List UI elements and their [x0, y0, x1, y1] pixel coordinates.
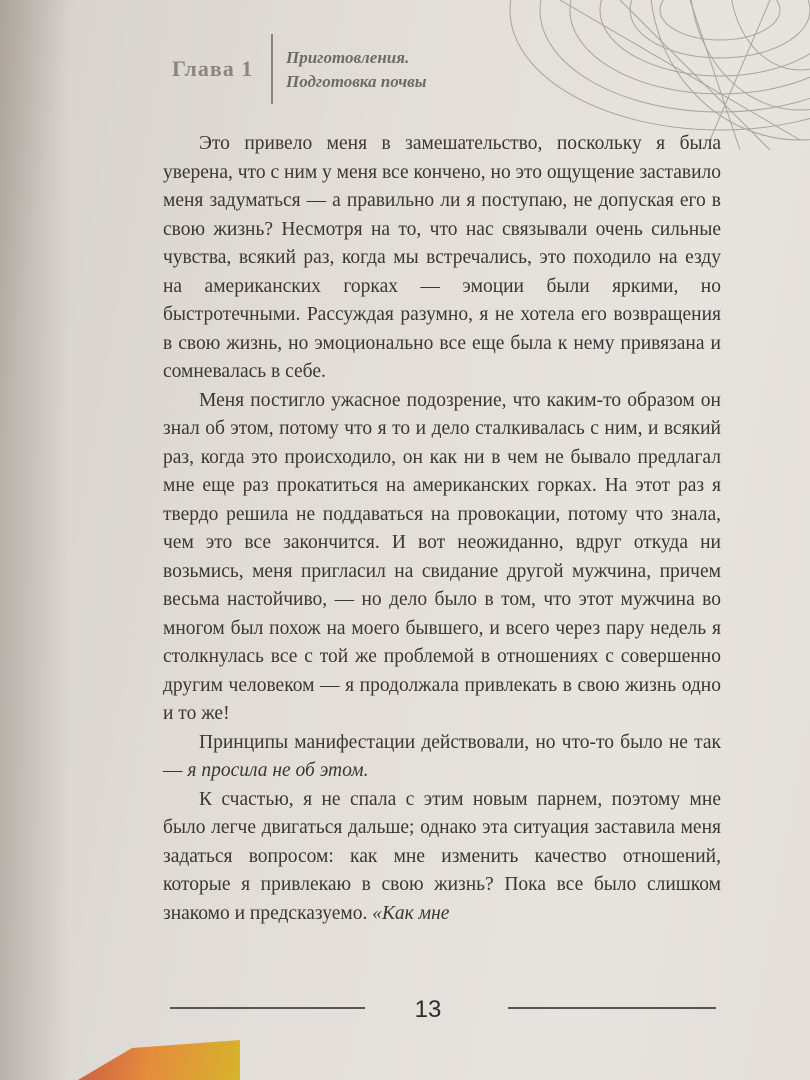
- paragraph-3: [163, 729, 721, 786]
- page-number: 13: [414, 996, 442, 1023]
- chapter-title-line2: Подготовка почвы: [286, 72, 427, 91]
- paragraph-4-emphasis: «Как мне: [372, 902, 450, 924]
- chapter-title-line1: Приготовления.: [286, 48, 410, 67]
- footer-rule-left: [170, 1007, 365, 1009]
- body-text: [163, 130, 721, 928]
- footer-rule-right: [508, 1007, 716, 1009]
- paragraph-4-text: К счастью, я не спала с этим новым парнем, поэтому мне было легче двигаться дальше; однако эта ситуация заставила меня задаться вопросом: как мне изменить качество отношений, которые я привлекаю в свою жизнь? Пока все было слишком знакомо и предсказуемо.: [163, 788, 721, 924]
- page-gutter-shadow: [0, 0, 70, 1080]
- header-divider: [271, 34, 273, 104]
- paragraph-2: Меня постигло ужасное подозрение, что каким-то образом он знал об этом, потому что я то и дело сталкивалась с ним, и всякий раз, когда это происходило, он как ни в чем не бывало предлагал мне еще раз прокатиться на американских горках. На этот раз я твердо решила не поддаваться на провокации, потому что знала, чем это все закончится. И вот неожиданно, вдруг откуда ни возьмись, меня пригласил на свидание другой мужчина, причем весьма настойчиво, — но дело было в том, что этот мужчина во многом был похож на моего бывшего, и всего через пару недель я столкнулась все с той же проблемой в отношениях с совершенно другим человеком — я продолжала привлекать в свою жизнь одно и то же!: [163, 389, 721, 724]
- paragraph-1: Это привело меня в замешательство, поскольку я была уверена, что с ним у меня все кончено, но это ощущение заставило меня задуматься — а правильно ли я поступаю, не допуская его в свою жизнь? Несмотря на то, что нас связывали очень сильные чувства, всякий раз, когда мы встречались, это походило на езду на американских горках — эмоции были яркими, но быстротечными. Рассуждая разумно, я не хотела его возвращения в свою жизнь, но эмоционально все еще была к нему привязана и сомневалась в себе.: [163, 133, 721, 382]
- book-cover-edge: [60, 1040, 240, 1080]
- decorative-ornament: [470, 0, 810, 150]
- paragraph-3-emphasis: я просила не об этом.: [187, 760, 369, 781]
- paragraph-4: [163, 786, 721, 929]
- paragraph-3-text: Принципы манифестации действовали, но что-то было не так —: [163, 731, 721, 781]
- chapter-label: Глава 1: [172, 56, 254, 81]
- chapter-title: [286, 46, 427, 94]
